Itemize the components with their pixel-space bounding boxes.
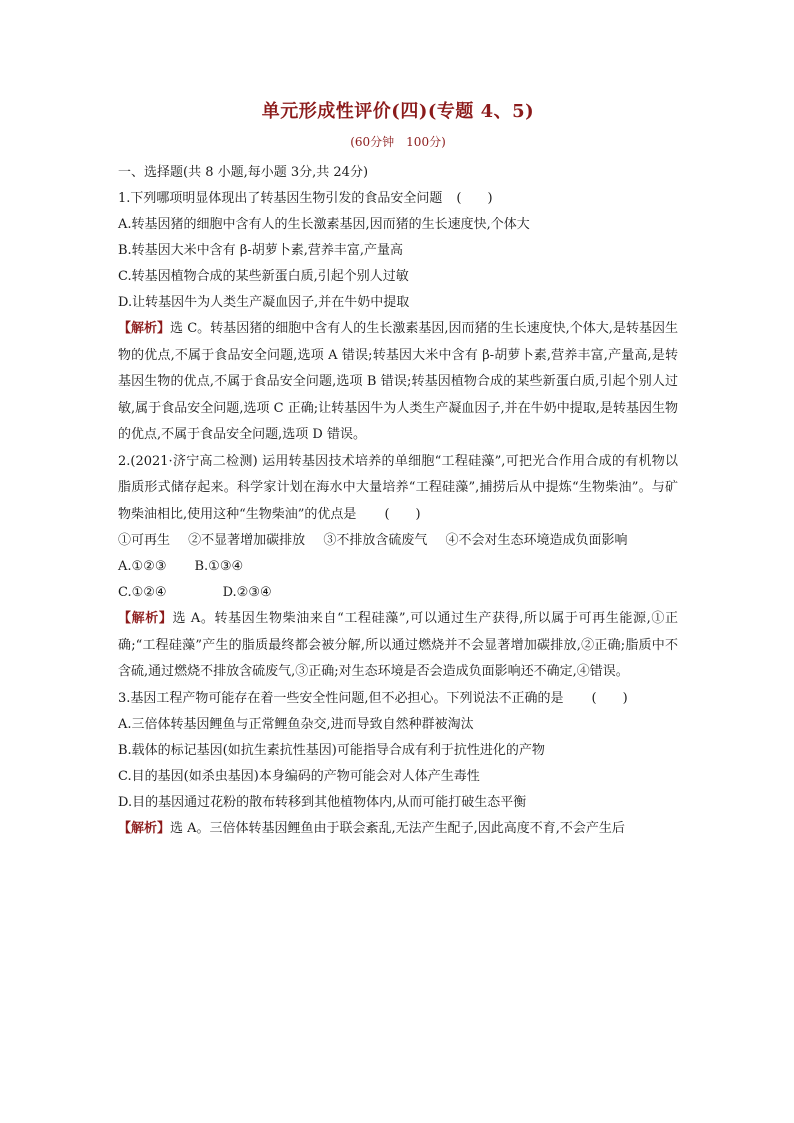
q1-analysis-text: 选 C。转基因猪的细胞中含有人的生长激素基因,因而猪的生长速度快,个体大,是转基因生物的优点,不属于食品安全问题,选项 A 错误;转基因大米中含有 β-胡萝卜素,营养丰富,产量高,是转基因生物的优点,不属于食品安全问题,选项 B 错误;转基因植物合成的某些新蛋白质,引起个别人过敏,属于食品安全问题,选项 C 正确;让转基因牛为人类生产凝血因子,并在牛奶中提取,是转基因生物的优点,不属于食品安全问题,选项 D 错误。 <box>118 321 678 442</box>
q3-option-b: B.载体的标记基因(如抗生素抗性基因)可能指导合成有利于抗性进化的产物 <box>118 742 545 758</box>
q2-option-a: A.①②③ <box>118 559 167 574</box>
document-page <box>118 100 678 842</box>
q3-option-d: D.目的基因通过花粉的散布转移到其他植物体内,从而可能打破生态平衡 <box>118 794 527 810</box>
q2-options-ab <box>118 554 678 580</box>
q2-option-b: B.①③④ <box>194 559 244 574</box>
q2-options-cd <box>118 580 678 606</box>
q3-analysis-text: 选 A。三倍体转基因鲤鱼由于联会紊乱,无法产生配子,因此高度不育,不会产生后 <box>170 820 625 836</box>
q2-item-1: ①可再生 <box>118 533 171 548</box>
q2-item-3: ③不排放含硫废气 <box>323 533 428 548</box>
q3-option-a: A.三倍体转基因鲤鱼与正常鲤鱼杂交,进而导致自然种群被淘汰 <box>118 716 474 732</box>
q2-stem: 2.(2021·济宁高二检测) 运用转基因技术培养的单细胞“工程硅藻”,可把光合作用合成的有机物以脂质形式储存起来。科学家计划在海水中大量培养“工程硅藻”,捕捞后从中提炼“生物柴油”。与矿物柴油相比,使用这种“生物柴油”的优点是 <box>118 453 678 522</box>
q1-stem: 1.下列哪项明显体现出了转基因生物引发的食品安全问题 <box>118 191 443 206</box>
q2-item-4: ④不会对生态环境造成负面影响 <box>445 533 628 548</box>
page-title: 单元形成性评价(四)(专题 4、5) <box>261 101 535 122</box>
q2-stem-block <box>118 449 678 529</box>
q1-option-d: D.让转基因牛为人类生产凝血因子,并在牛奶中提取 <box>118 295 410 310</box>
q2-answer-blank: ( ) <box>384 506 421 522</box>
q3-analysis <box>118 816 678 843</box>
q2-option-c: C.①②④ <box>118 585 167 600</box>
q1-analysis <box>118 316 678 449</box>
q2-analysis-label: 【解析】 <box>118 611 173 626</box>
q3-stem: 3.基因工程产物可能存在着一些安全性问题,但不必担心。下列说法不正确的是 <box>118 690 564 706</box>
q3-analysis-label: 【解析】 <box>118 820 171 836</box>
q1-option-b: B.转基因大米中含有 β-胡萝卜素,营养丰富,产量高 <box>118 243 403 258</box>
q2-item-2: ②不显著增加碳排放 <box>188 533 306 548</box>
q1-analysis-label: 【解析】 <box>118 321 171 336</box>
q3-option-c: C.目的基因(如杀虫基因)本身编码的产物可能会对人体产生毒性 <box>118 768 480 784</box>
q3-answer-blank: ( ) <box>591 690 628 706</box>
q2-analysis <box>118 606 678 686</box>
q2-analysis-text: 选 A。转基因生物柴油来自“工程硅藻”,可以通过生产获得,所以属于可再生能源,①正确;“工程硅藻”产生的脂质最终都会被分解,所以通过燃烧并不会显著增加碳排放,②正确;脂质中不含硫,通过燃烧不排放含硫废气,③正确;对生态环境是否会造成负面影响还不确定,④错误。 <box>118 611 678 679</box>
page-subtitle: (60分钟 100分) <box>350 135 446 149</box>
q1-stem-line <box>118 186 678 212</box>
q2-items-line <box>118 528 678 554</box>
q1-option-c: C.转基因植物合成的某些新蛋白质,引起个别人过敏 <box>118 269 409 284</box>
section-heading: 一、选择题(共 8 小题,每小题 3分,共 24分) <box>118 165 369 180</box>
q3-stem-line <box>118 686 678 712</box>
q2-option-d: D.②③④ <box>222 585 272 600</box>
q1-answer-blank: ( ) <box>456 191 493 206</box>
q1-option-a: A.转基因猪的细胞中含有人的生长激素基因,因而猪的生长速度快,个体大 <box>118 217 530 232</box>
